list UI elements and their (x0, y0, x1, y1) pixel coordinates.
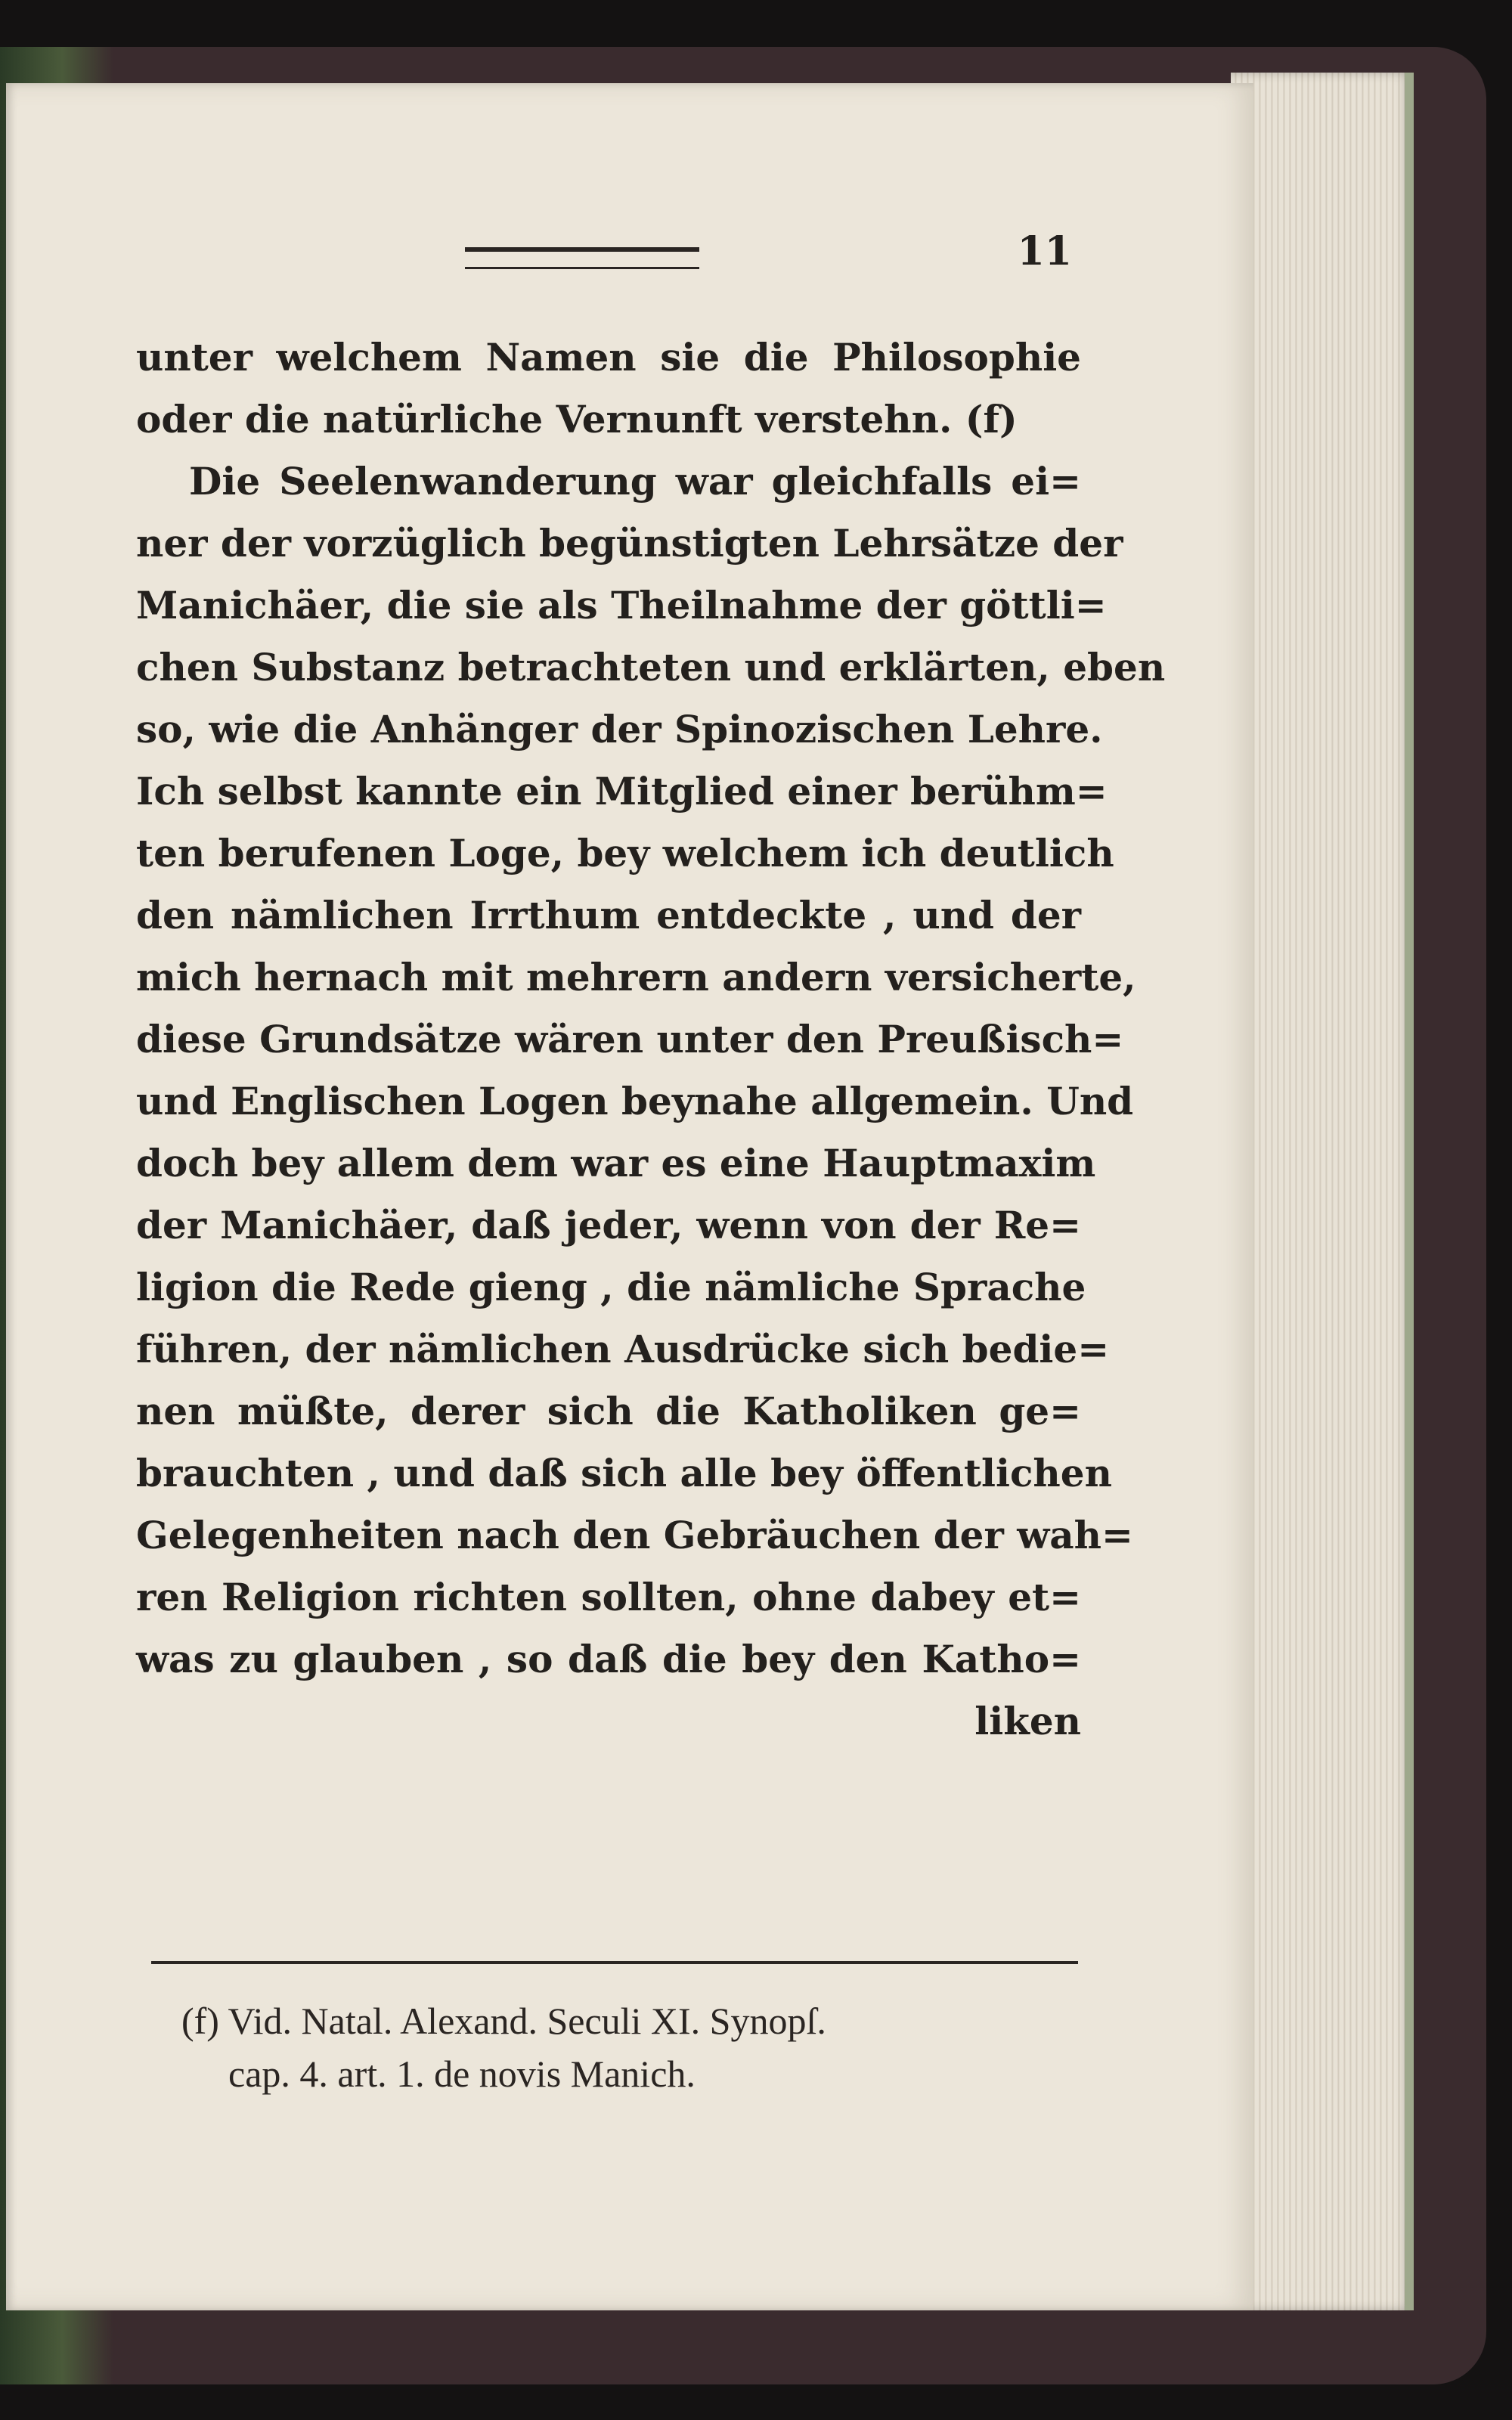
endpaper-edge (1405, 73, 1414, 2310)
catchword: liken (974, 1699, 1081, 1743)
text-line: ner der vorzüglich begünstigten Lehrsätze der (136, 521, 1123, 565)
text-line: doch bey allem dem war es eine Hauptmaxim (136, 1141, 1096, 1185)
text-line: unter welchem Namen sie die Philosophie (136, 335, 1081, 380)
text-line: so, wie die Anhänger der Spinozischen Lehre. (136, 707, 1103, 751)
text-line: mich hernach mit mehrern andern versicherte, (136, 955, 1136, 999)
body-text (136, 327, 1166, 1752)
text-line: und Englischen Logen beynahe allgemein. Und (136, 1079, 1134, 1123)
text-line: Ich selbst kannte ein Mitglied einer berühm= (136, 769, 1108, 813)
text-line: ligion die Rede gieng , die nämliche Sprache (136, 1265, 1086, 1309)
text-line: ten berufenen Loge, bey welchem ich deutlich (136, 831, 1114, 875)
text-line: brauchten , und daß sich alle bey öffentlichen (136, 1451, 1112, 1495)
text-line: den nämlichen Irrthum entdeckte , und der (136, 893, 1081, 937)
footnote-rule (151, 1961, 1078, 1964)
text-line: chen Substanz betrachteten und erklärten, eben (136, 645, 1166, 689)
footnote-line: (f) Vid. Natal. Alexand. Seculi XI. Synopſ. (181, 2000, 826, 2042)
text-line: oder die natürliche Vernunft verstehn. (f) (136, 397, 1018, 442)
header-rule (465, 247, 699, 269)
text-line: Die Seelenwanderung war gleichfalls ei= (189, 459, 1081, 504)
text-line: ren Religion richten sollten, ohne dabey et= (136, 1575, 1081, 1619)
text-line: Gelegenheiten nach den Gebräuchen der wah= (136, 1513, 1133, 1557)
footnotes (181, 1994, 1081, 2100)
footnote-line: cap. 4. art. 1. de novis Manich. (228, 2053, 696, 2095)
text-line: führen, der nämlichen Ausdrücke sich bedie= (136, 1327, 1110, 1371)
page-number: 11 (1017, 228, 1072, 274)
text-line: Manichäer, die sie als Theilnahme der göttli= (136, 583, 1107, 627)
page-edges (1231, 73, 1412, 2310)
text-line: diese Grundsätze wären unter den Preußisch= (136, 1017, 1124, 1061)
text-line: was zu glauben , so daß die bey den Katho= (136, 1637, 1081, 1681)
text-line: nen müßte, derer sich die Katholiken ge= (136, 1389, 1081, 1433)
text-line: der Manichäer, daß jeder, wenn von der Re= (136, 1203, 1081, 1247)
